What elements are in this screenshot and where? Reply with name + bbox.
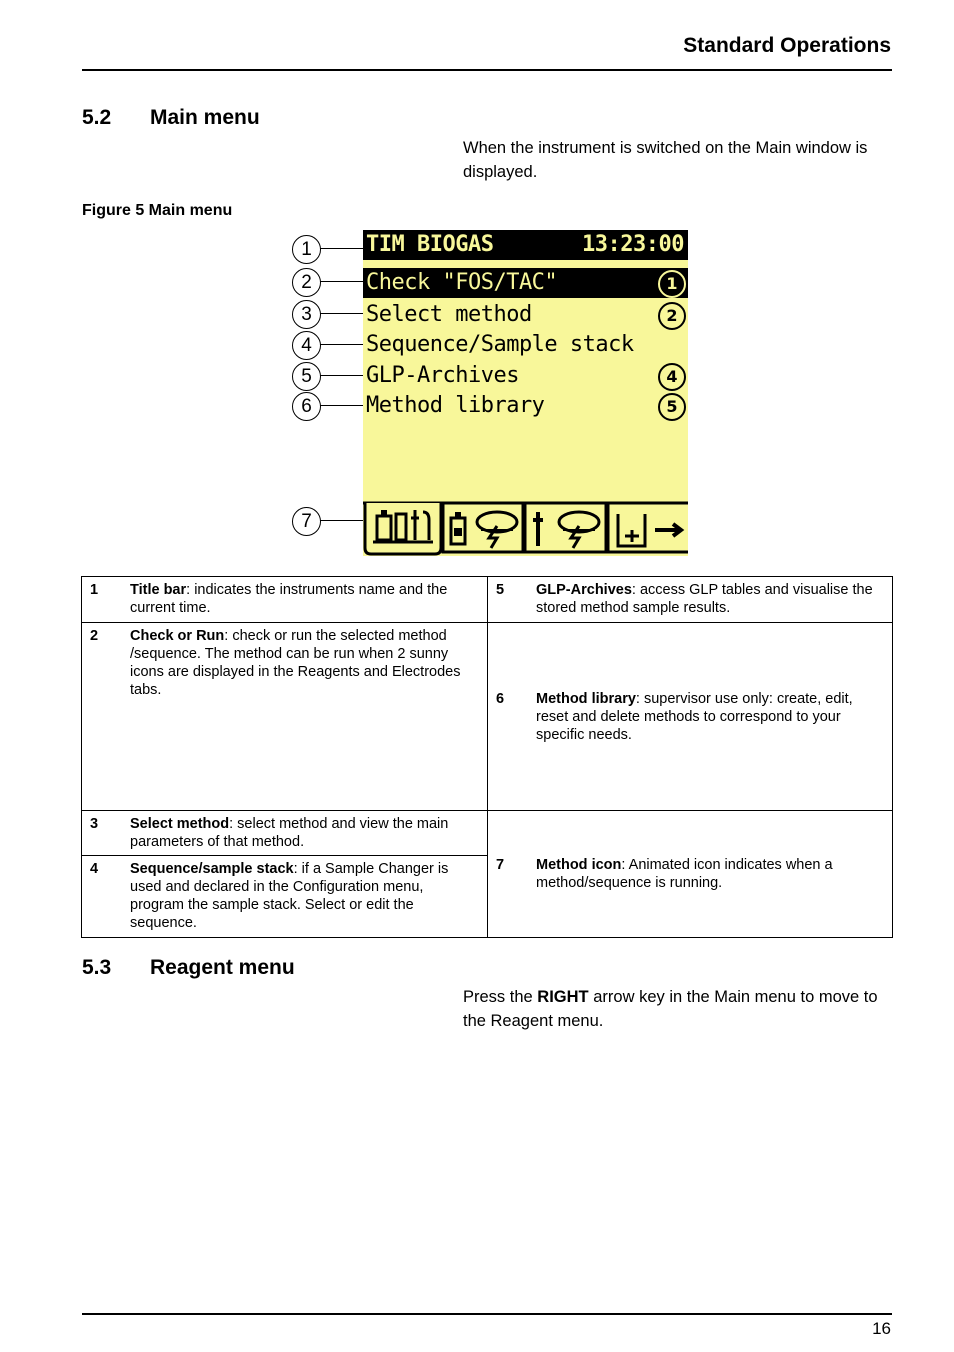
figure-legend-table [81, 576, 893, 938]
section-body: Press the RIGHT arrow key in the Main menu to move to the Reagent menu. [463, 988, 878, 1030]
callout-7: 7 [292, 507, 321, 536]
beaker-icon[interactable] [608, 503, 688, 552]
legend-desc: : supervisor use only: create, edit, reset and delete methods to correspond to your specific needs. [536, 690, 853, 743]
legend-cell: 3 Select method: select method and view the main parameters of that method. [82, 811, 488, 856]
menu-item-check[interactable] [363, 268, 688, 298]
lcd-title-bar [363, 230, 688, 260]
legend-cell: 2 Check or Run: check or run the selected method /sequence. The method can be run when 2 sunny icons are displayed in the Reagents and Electrodes tabs. [82, 623, 488, 811]
legend-desc: : check or run the selected method /sequence. The method can be run when 2 sunny icons are displayed in the Reagents and Electrodes tabs. [130, 628, 461, 698]
callout-leader [320, 520, 367, 521]
menu-item-select-method[interactable] [363, 300, 688, 330]
legend-term: Sequence/sample stack [130, 861, 294, 877]
clock-time: 13:23:00 [582, 232, 684, 257]
callout-1: 1 [292, 235, 321, 264]
callout-4: 4 [292, 331, 321, 360]
menu-item-sequence[interactable] [363, 330, 688, 360]
figure-caption: Figure 5 Main menu [82, 202, 233, 219]
legend-cell: 5 GLP-Archives: access GLP tables and visualise the stored method sample results. [488, 577, 893, 623]
callout-leader [320, 375, 365, 376]
legend-desc: : access GLP tables and visualise the stored method sample results. [536, 582, 873, 616]
legend-cell: 6 Method library: supervisor use only: create, edit, reset and delete methods to correspond to your specific needs. [488, 623, 893, 811]
legend-term: Check or Run [130, 628, 225, 644]
instrument-name: TIM BIOGAS [366, 232, 494, 257]
lcd-tab-bar[interactable] [363, 500, 688, 556]
callout-leader [320, 313, 365, 314]
shortcut-key-badge: 1 [658, 270, 686, 298]
instrument-lcd-screen [363, 230, 688, 556]
method-icon[interactable] [365, 503, 441, 554]
legend-term: GLP-Archives [536, 582, 632, 598]
legend-desc: : if a Sample Changer is used and declared in the Configuration menu, program the sample stack. Select or edit the sequence. [130, 861, 449, 931]
callout-leader [320, 405, 365, 406]
section-title: Reagent menu [150, 956, 295, 979]
key-name: RIGHT [537, 988, 589, 1006]
legend-desc: : Animated icon indicates when a method/sequence is running. [536, 857, 833, 891]
legend-term: Title bar [130, 582, 187, 598]
callout-2: 2 [292, 268, 321, 297]
shortcut-key-badge: 5 [658, 393, 686, 421]
header-divider [82, 69, 892, 71]
legend-cell: 1 Title bar: indicates the instruments name and the current time. [82, 577, 488, 623]
reagent-sun-icon[interactable] [443, 503, 523, 552]
legend-term: Method library [536, 690, 636, 707]
menu-item-glp-archives[interactable] [363, 361, 688, 391]
callout-6: 6 [292, 392, 321, 421]
electrode-sun-icon[interactable] [525, 503, 606, 552]
menu-item-label: Method library [366, 393, 545, 418]
menu-item-label: Check "FOS/TAC" [366, 270, 558, 295]
legend-desc: : indicates the instruments name and the current time. [130, 582, 448, 616]
section-intro: When the instrument is switched on the Main window is displayed. [463, 139, 868, 181]
legend-cell: 4 Sequence/sample stack: if a Sample Changer is used and declared in the Configuration menu, program the sample stack. Select or edit the sequence. [82, 856, 488, 938]
shortcut-key-badge: 4 [658, 363, 686, 391]
shortcut-key-badge: 2 [658, 302, 686, 330]
footer-divider [82, 1313, 892, 1315]
menu-item-label: GLP-Archives [366, 363, 519, 388]
menu-item-method-library[interactable] [363, 391, 688, 421]
menu-item-label: Select method [366, 302, 532, 327]
section-number: 5.3 [82, 956, 112, 979]
menu-item-label: Sequence/Sample stack [366, 332, 634, 357]
legend-cell: 7 Method icon: Animated icon indicates when a method/sequence is running. [488, 811, 893, 938]
running-header-title: Standard Operations [683, 34, 891, 57]
legend-term: Select method [130, 816, 230, 832]
page-number: 16 [872, 1319, 891, 1338]
callout-5: 5 [292, 362, 321, 391]
callout-leader [320, 344, 365, 345]
legend-desc: : select method and view the main parameters of that method. [130, 816, 449, 850]
section-number: 5.2 [82, 106, 112, 129]
callout-leader [320, 281, 365, 282]
callout-3: 3 [292, 300, 321, 329]
legend-term: Method icon [536, 857, 622, 873]
section-title: Main menu [150, 106, 260, 129]
callout-leader [320, 248, 365, 249]
